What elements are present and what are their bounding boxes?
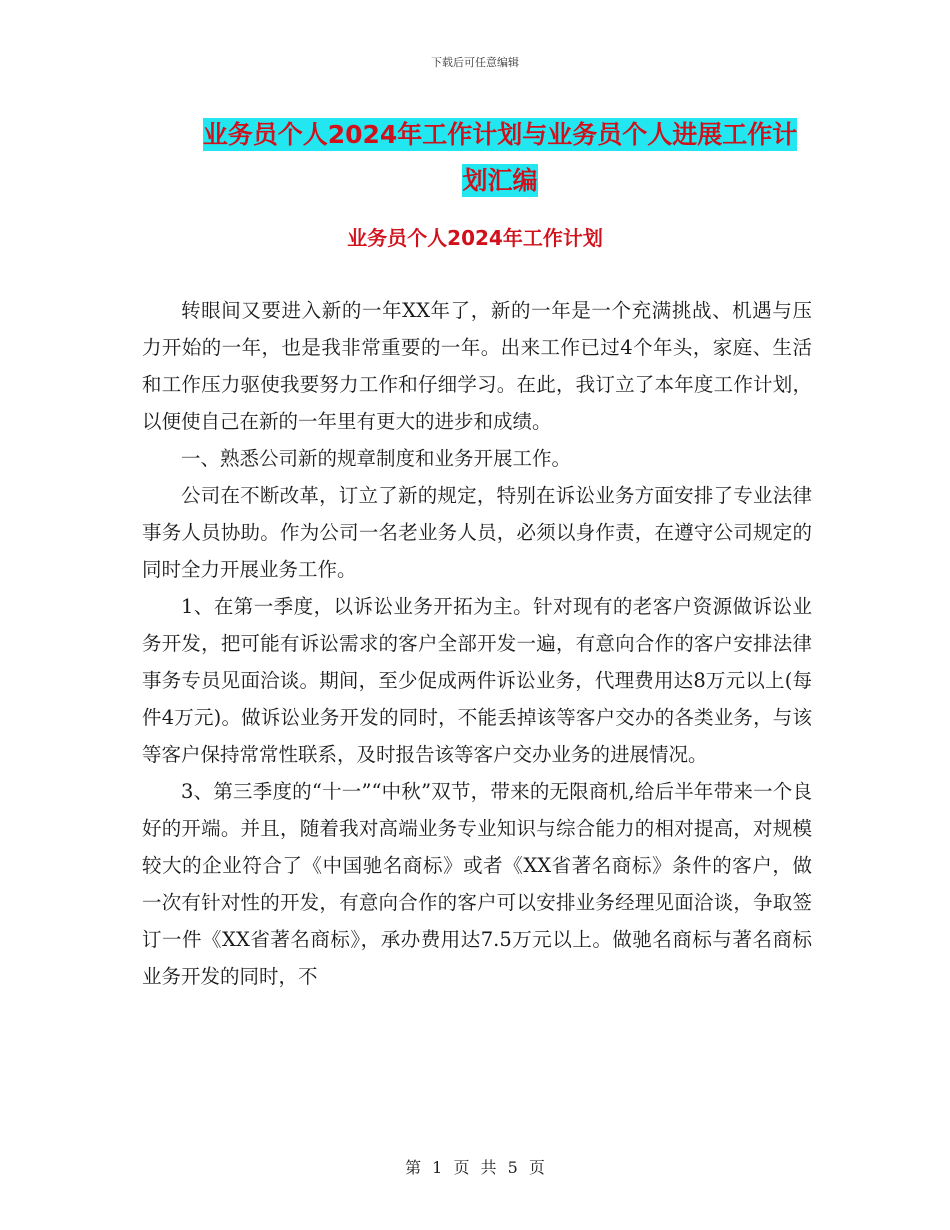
paragraph-heading-1: 一、熟悉公司新的规章制度和业务开展工作。 [181, 447, 572, 470]
paragraph-company-rules: 公司在不断改革，订立了新的规定，特别在诉讼业务方面安排了专业法律事务人员协助。作为公司一名老业务人员，必须以身作责，在遵守公司规定的同时全力开展业务工作。 [142, 484, 812, 581]
main-title [140, 112, 860, 204]
paragraph-intro: 转眼间又要进入新的一年XX年了，新的一年是一个充满挑战、机遇与压力开始的一年，也是我非常重要的一年。出来工作已过4个年头，家庭、生活和工作压力驱使我要努力工作和仔细学习。在此，我订立了本年度工作计划，以便使自己在新的一年里有更大的进步和成绩。 [142, 299, 812, 433]
header-note: 下载后可任意编辑 [431, 56, 519, 69]
page-footer: 第 1 页 共 5 页 [405, 1158, 545, 1177]
paragraph-q1-plan: 1、在第一季度，以诉讼业务开拓为主。针对现有的老客户资源做诉讼业务开发，把可能有诉讼需求的客户全部开发一遍，有意向合作的客户安排法律事务专员见面洽谈。期间，至少促成两件诉讼业务，代理费用达8万元以上(每件4万元)。做诉讼业务开发的同时，不能丢掉该等客户交办的各类业务，与该等客户保持常常性联系，及时报告该等客户交办业务的进展情况。 [142, 595, 812, 766]
paragraph-q3-plan: 3、第三季度的“十一”“中秋”双节，带来的无限商机,给后半年带来一个良好的开端。并且，随着我对高端业务专业知识与综合能力的相对提高，对规模较大的企业符合了《中国驰名商标》或者《XX省著名商标》条件的客户，做一次有针对性的开发，有意向合作的客户可以安排业务经理见面洽谈，争取签订一件《XX省著名商标》，承办费用达7.5万元以上。做驰名商标与著名商标业务开发的同时，不 [142, 780, 812, 988]
section-title: 业务员个人2024年工作计划 [347, 226, 603, 250]
main-title-line-1: 业务员个人2024年工作计划与业务员个人进展工作计 [202, 120, 798, 149]
main-title-line-2: 划汇编 [462, 166, 538, 195]
body-text [142, 292, 812, 995]
